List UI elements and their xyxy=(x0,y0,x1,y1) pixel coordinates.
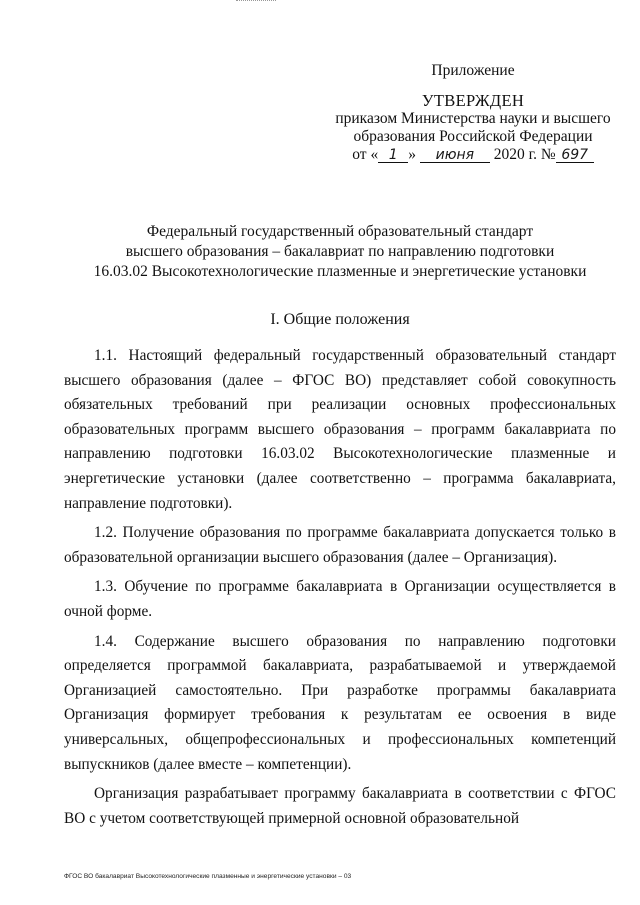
date-mid: » xyxy=(408,146,416,163)
handwritten-day: 1 xyxy=(378,148,408,163)
title-line-3: 16.03.02 Высокотехнологические плазменные и энергетические установки xyxy=(93,263,587,280)
document-body xyxy=(64,344,616,831)
approved-label: УТВЕРЖДЕН xyxy=(421,91,525,110)
annex-label: Приложение xyxy=(431,62,515,79)
approval-line-1: приказом Министерства науки и высшего xyxy=(335,110,611,127)
handwritten-order-number: 697 xyxy=(556,148,594,163)
handwritten-month: июня xyxy=(420,148,490,163)
paragraph-organization: Организация разрабатывает программу бакалавриата в соответствии с ФГОС ВО с учетом соответствующей примерной основной образовательной xyxy=(64,785,616,827)
paragraph-1-4: 1.4. Содержание высшего образования по направлению подготовки определяется программой бакалавриата, разрабатываемой и утверждаемой Организацией самостоятельно. При разработке программы бакалавриата Организация формирует требования к результатам ее освоения в виде универсальных, общепрофессиональных и профессиональных компетенций выпускников (далее вместе – компетенции). xyxy=(64,632,616,773)
approval-line-2: образования Российской Федерации xyxy=(353,128,593,145)
title-line-1: Федеральный государственный образовательный стандарт xyxy=(146,223,534,240)
approval-block xyxy=(328,62,618,164)
date-prefix: от « xyxy=(352,146,379,163)
paragraph-1-1: 1.1. Настоящий федеральный государственный образовательный стандарт высшего образования (далее – ФГОС ВО) представляет собой совокупность обязательных требований при реализации основных профессиональных образовательных программ высшего образования – программ бакалавриата по направлению подготовки 16.03.02 Высокотехнологические плазменные и энергетические установки (далее соответственно – программа бакалавриата, направление подготовки). xyxy=(64,347,616,512)
paragraph-1-3: 1.3. Обучение по программе бакалавриата в Организации осуществляется в очной форме. xyxy=(64,578,616,620)
title-line-2: высшего образования – бакалавриат по направлению подготовки xyxy=(125,243,555,260)
scan-artifact xyxy=(236,0,276,3)
standard-title xyxy=(60,222,620,282)
date-year: 2020 г. № xyxy=(493,146,556,163)
page-footer: ФГОС ВО бакалавриат Высокотехнологические плазменные и энергетические установки – 03 xyxy=(64,873,352,880)
order-date-line xyxy=(328,146,618,164)
section-heading: I. Общие положения xyxy=(270,311,410,328)
paragraph-1-2: 1.2. Получение образования по программе бакалавриата допускается только в образовательной организации высшего образования (далее – Организация). xyxy=(64,524,616,566)
